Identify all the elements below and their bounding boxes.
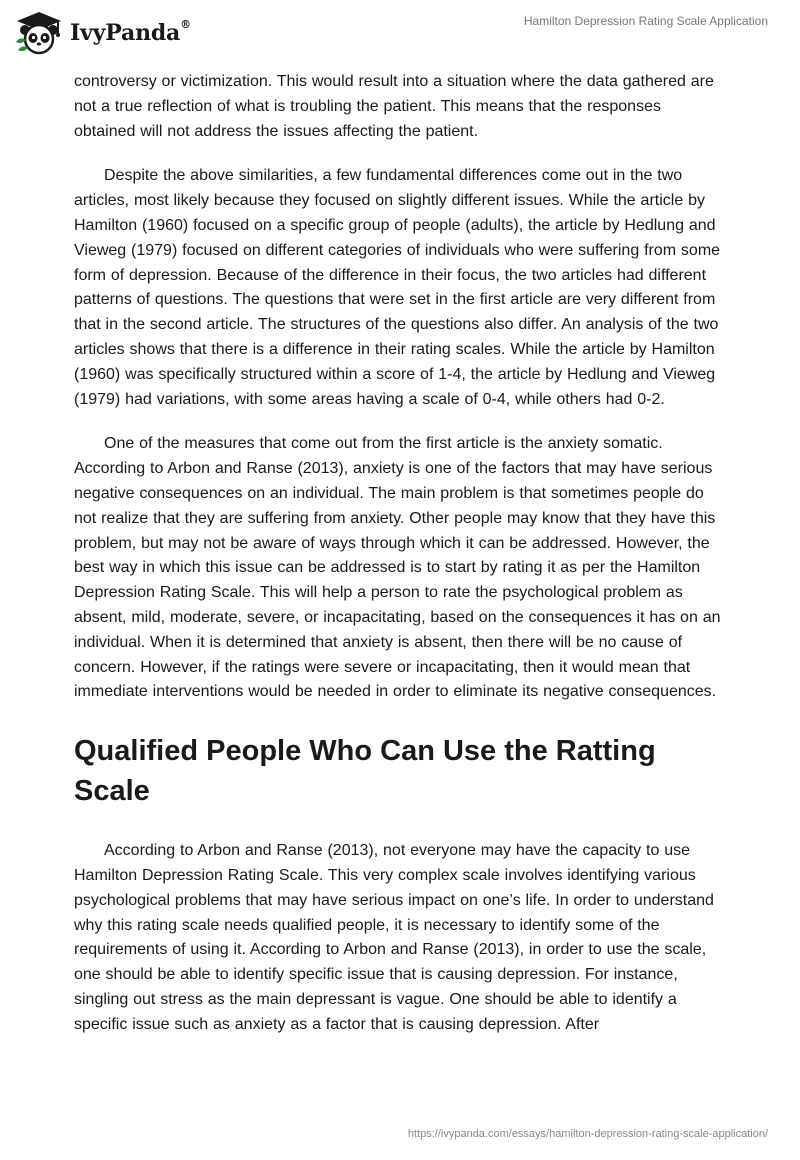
brand-name — [70, 20, 191, 46]
section-heading: Qualified People Who Can Use the Ratting Scale — [74, 735, 656, 808]
paragraph-3: One of the measures that come out from the first article is the anxiety somatic. According to Arbon and Ranse (2013), anxiety is one of the factors that may have serious negative consequences on an individual. The main problem is that sometimes people do not realize that they are suffering from anxiety. Other people may know that they have this problem, but may not be aware of ways through which it can be addressed. However, the best way in which this issue can be addressed is to start by rating it as per the Hamilton Depression Rating Scale. This will help a person to rate the psychological problem as absent, mild, moderate, severe, or incapacitating, based on the consequences it has on an individual. When it is determined that anxiety is absent, then there will be no cause of concern. However, if the ratings were severe or incapacitating, then it would mean that immediate interventions would be needed in order to eliminate its negative consequences. — [74, 435, 721, 701]
paragraph-2: Despite the above similarities, a few fundamental differences come out in the two articles, most likely because they focused on slightly different issues. While the article by Hamilton (1960) focused on a specific group of people (adults), the article by Hedlung and Vieweg (1979) focused on different categories of individuals who were suffering from some form of depression. Because of the difference in their focus, the two articles had different patterns of questions. The questions that were set in the first article are very different from that in the second article. The structures of the questions also differ. An analysis of the two articles shows that there is a difference in their rating scales. While the article by Hamilton (1960) was specifically structured within a score of 1-4, the article by Hedlung and Vieweg (1979) had variations, with some areas having a scale of 0-4, while others had 0-2. — [74, 167, 721, 408]
paragraph-1: controversy or victimization. This would result into a situation where the data gathered are not a true reflection of what is troubling the patient. This means that the responses obtained will not address the issues affecting the patient. — [74, 73, 714, 140]
source-url[interactable]: https://ivypanda.com/essays/hamilton-depression-rating-scale-application/ — [407, 1128, 768, 1140]
panda-graduation-cap-icon — [14, 10, 64, 56]
essay-content — [74, 70, 726, 1058]
document-title: Hamilton Depression Rating Scale Application — [523, 14, 768, 28]
registered-mark: ® — [180, 18, 191, 31]
brand-text: IvyPanda — [70, 20, 181, 46]
ivypanda-logo[interactable] — [14, 10, 191, 56]
page-header — [0, 0, 800, 70]
paragraph-4: According to Arbon and Ranse (2013), not everyone may have the capacity to use Hamilton Depression Rating Scale. This very complex scale involves identifying various psychological problems that may have serious impact on one’s life. In order to understand why this rating scale needs qualified people, it is necessary to identify some of the requirements of using it. According to Arbon and Ranse (2013), in order to use the scale, one should be able to identify specific issue that is causing depression. For instance, singling out stress as the main depressant is vague. One should be able to identify a specific issue such as anxiety as a factor that is causing depression. After — [74, 842, 714, 1033]
